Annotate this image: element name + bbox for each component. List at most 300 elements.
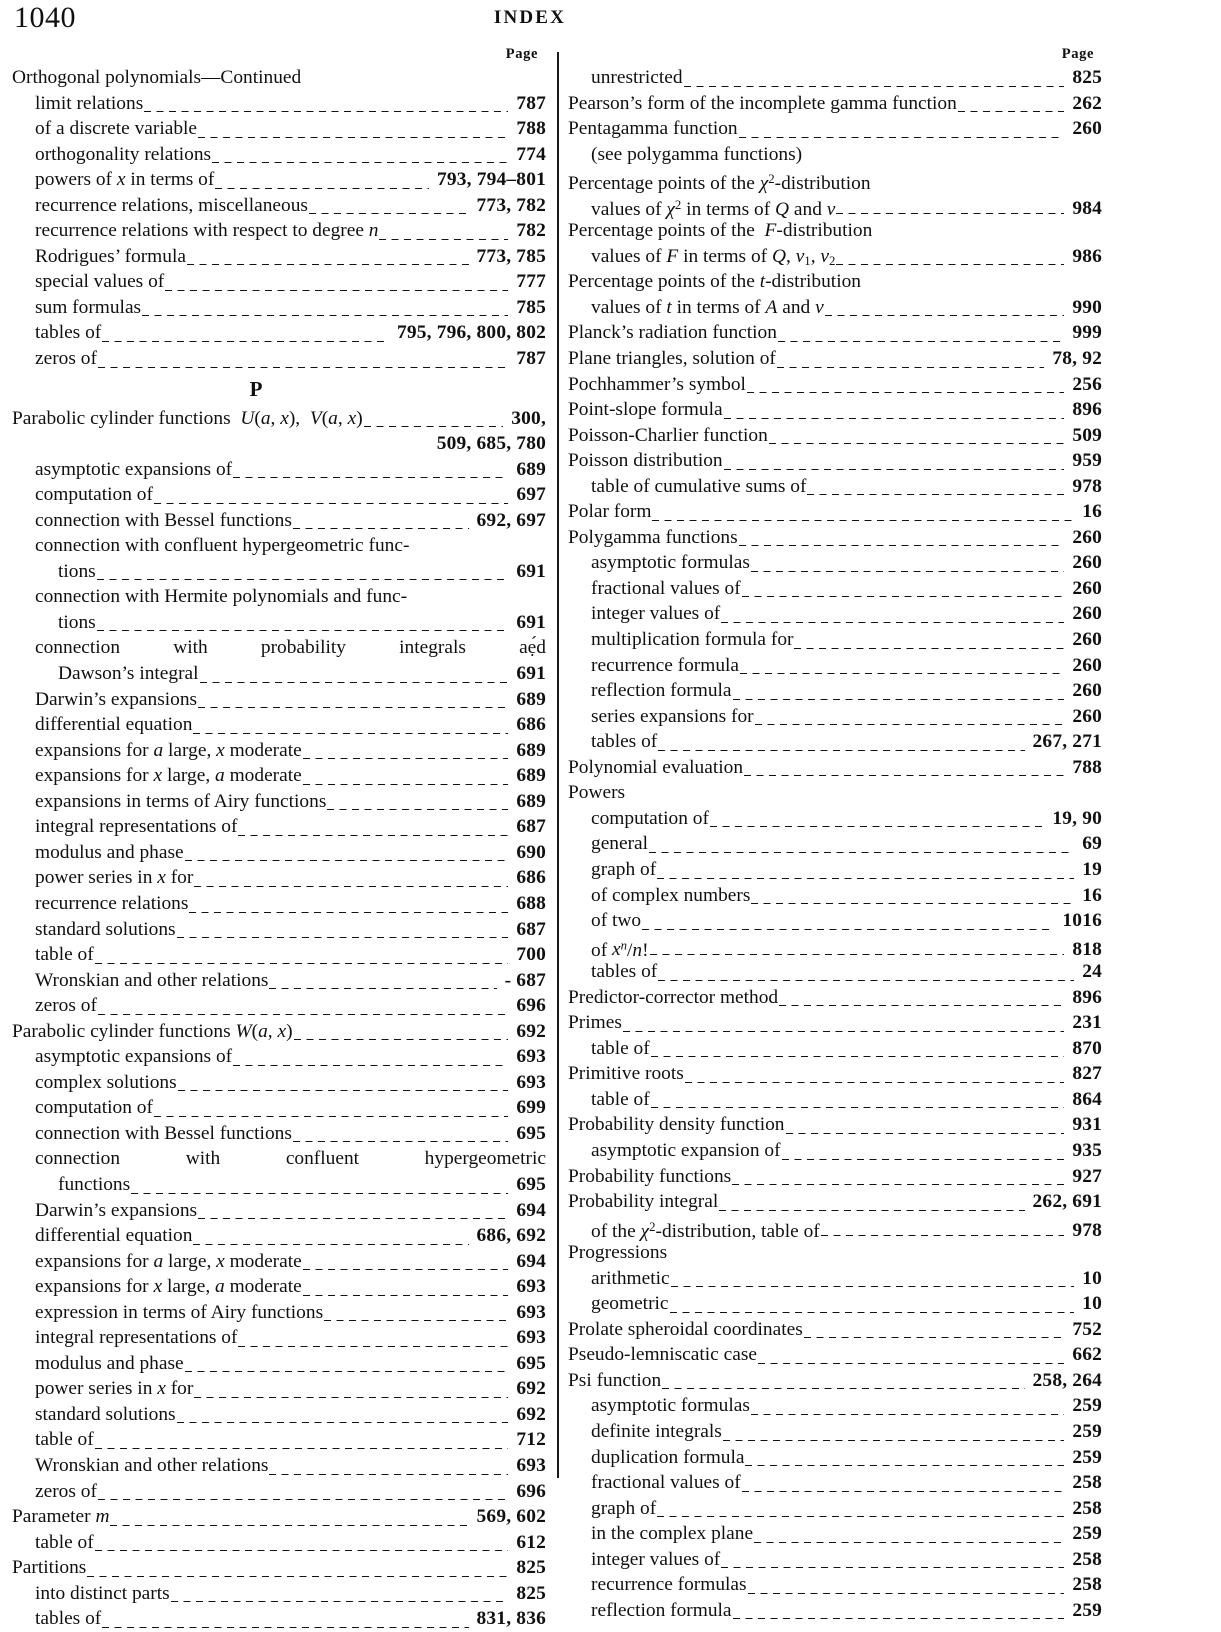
dot-leader: [194, 1397, 508, 1398]
dot-leader: [189, 912, 508, 913]
index-entry-pages: 10: [1082, 1293, 1102, 1315]
index-entry-pages: 959: [1072, 450, 1102, 472]
index-entry: [12, 1504, 546, 1530]
index-entry: [12, 1453, 546, 1479]
index-entry: [12, 269, 546, 295]
index-entry-label: Percentage points of the $\chi^2$-distribution: [568, 172, 871, 194]
index-entry-label: Wronskian and other relations: [35, 1454, 269, 1476]
dot-leader: [212, 162, 508, 163]
index-entry-label: table of cumulative sums of: [591, 475, 807, 497]
index-entry-label: standard solutions: [35, 1403, 176, 1425]
index-entry-pages: 773, 782: [476, 194, 546, 216]
index-entry-pages: 896: [1072, 986, 1102, 1008]
index-entry-pages: 694: [516, 1199, 546, 1221]
dot-leader: [779, 1005, 1064, 1006]
dot-leader: [778, 341, 1064, 342]
index-entry: [568, 1189, 1102, 1215]
index-entry-pages: 787: [516, 348, 546, 370]
page-column-label-left: Page: [505, 46, 538, 62]
index-entry: [568, 959, 1102, 985]
index-entry-pages: 1016: [1062, 910, 1102, 932]
index-entry: [568, 883, 1102, 909]
index-entry-label: tables of: [591, 961, 658, 983]
index-entry-pages: 690: [516, 841, 546, 863]
dot-leader: [269, 1474, 508, 1475]
dot-leader: [733, 1618, 1065, 1619]
index-entry-label: zeros of: [35, 1480, 97, 1502]
dot-leader: [87, 1576, 508, 1577]
dot-leader: [671, 1286, 1075, 1287]
dot-leader: [97, 630, 509, 631]
index-entry-label: computation of: [35, 1097, 153, 1119]
index-entry-pages: 825: [516, 1557, 546, 1579]
index-entry-pages: 300,: [511, 407, 546, 429]
dot-leader: [623, 1031, 1064, 1032]
running-head: [0, 0, 1221, 40]
index-entry: [12, 942, 546, 968]
index-entry-label: connection with Hermite polynomials and func-: [35, 586, 408, 608]
index-entry-label: Wronskian and other relations: [35, 969, 269, 991]
index-entry-pages: 689: [516, 458, 546, 480]
dot-leader: [651, 1056, 1065, 1057]
index-entry: [12, 1300, 546, 1326]
index-entry-label: geometric: [591, 1293, 669, 1315]
dot-leader: [739, 545, 1065, 546]
dot-leader: [740, 673, 1064, 674]
index-entry-label: Pearson’s form of the incomplete gamma function: [568, 92, 957, 114]
dot-leader: [804, 1337, 1065, 1338]
index-entry: [568, 1572, 1102, 1598]
index-entry-label: recurrence relations with respect to degree n: [35, 220, 379, 242]
index-entry-pages: 262: [1072, 92, 1102, 114]
index-entry-pages: 984: [1072, 198, 1102, 220]
index-entry: [568, 525, 1102, 551]
dot-leader: [324, 1320, 508, 1321]
index-entry-label: Parabolic cylinder functions U(a, x), V(a, x): [12, 407, 363, 429]
index-entry-heading: [568, 269, 1102, 295]
index-entry: [568, 116, 1102, 142]
index-entry-pages: 258: [1072, 1497, 1102, 1519]
dot-leader: [165, 290, 508, 291]
index-entry-pages: 935: [1072, 1139, 1102, 1161]
index-entry-label: asymptotic formulas: [591, 552, 750, 574]
dot-leader: [710, 826, 1044, 827]
index-entry-label: integer values of: [591, 603, 721, 625]
index-entry-label: Percentage points of the t-distribution: [568, 271, 861, 293]
index-entry: [568, 1010, 1102, 1036]
dot-leader: [744, 775, 1064, 776]
index-entry: [568, 755, 1102, 781]
dot-leader: [652, 520, 1074, 521]
index-entry: [568, 1138, 1102, 1164]
index-entry-label: table of: [35, 1531, 94, 1553]
index-entry-label: modulus and phase: [35, 841, 184, 863]
dot-leader: [651, 1107, 1065, 1108]
dot-leader: [177, 1422, 509, 1423]
dot-leader: [110, 1525, 468, 1526]
index-entry-pages: 687: [516, 918, 546, 940]
dot-leader: [650, 954, 1065, 955]
index-entry: [568, 601, 1102, 627]
index-entry: [12, 218, 546, 244]
index-entry-heading: [568, 218, 1102, 244]
index-entry: [568, 1521, 1102, 1547]
index-entry: [568, 550, 1102, 576]
dot-leader: [327, 809, 508, 810]
dot-leader: [739, 137, 1065, 138]
index-entry-label: Parabolic cylinder functions W(a, x): [12, 1020, 293, 1042]
index-entry: [12, 1555, 546, 1581]
dot-leader: [102, 341, 389, 342]
index-entry-label: Powers: [568, 782, 626, 804]
index-entry-label: Psi function: [568, 1369, 662, 1391]
index-entry-pages: 259: [1072, 1599, 1102, 1621]
index-entry: [568, 295, 1102, 321]
index-entry-label: values of $\chi^2$ in terms of Q and ν: [591, 197, 836, 220]
index-entry-pages: 693: [516, 1276, 546, 1298]
index-entry-pages: 686: [516, 867, 546, 889]
index-entry-label: duplication formula: [591, 1446, 745, 1468]
dot-leader: [185, 1371, 509, 1372]
index-entry-pages: 509: [1072, 424, 1102, 446]
index-entry-pages: 16: [1082, 884, 1102, 906]
index-entry-label: graph of: [591, 858, 657, 880]
dot-leader: [685, 1082, 1065, 1083]
index-entry-pages: 689: [516, 688, 546, 710]
index-entry-label: Plane triangles, solution of: [568, 348, 776, 370]
dot-leader: [142, 315, 508, 316]
dot-leader: [777, 367, 1044, 368]
index-entry: [12, 1223, 546, 1249]
dot-leader: [724, 469, 1065, 470]
dot-leader: [98, 367, 508, 368]
index-entry-pages: 693: [516, 1454, 546, 1476]
dot-leader: [187, 264, 469, 265]
index-entry-pages: 691: [516, 663, 546, 685]
dot-leader: [193, 733, 508, 734]
index-entry-label: special values of: [35, 271, 165, 293]
index-entry-pages: 260: [1072, 603, 1102, 625]
index-entry-label: Probability density function: [568, 1114, 785, 1136]
index-entry: [12, 993, 546, 1019]
index-entry-label: standard solutions: [35, 918, 176, 940]
index-entry-pages: 693: [516, 1327, 546, 1349]
dot-leader: [97, 579, 509, 580]
index-entry: [568, 831, 1102, 857]
index-entry-label: Pseudo-lemniscatic case: [568, 1344, 757, 1366]
index-entry-pages: 260: [1072, 680, 1102, 702]
index-entry-pages: 774: [516, 143, 546, 165]
dot-leader: [657, 878, 1074, 879]
index-entry-label: Rodrigues’ formula: [35, 245, 186, 267]
index-entry-label: tables of: [591, 731, 658, 753]
index-entry-pages: 693: [516, 1046, 546, 1068]
index-entry-label: modulus and phase: [35, 1352, 184, 1374]
dot-leader: [293, 1141, 508, 1142]
index-entry-pages: 699: [516, 1097, 546, 1119]
index-entry-pages: 752: [1072, 1318, 1102, 1340]
index-entry-pages: 688: [516, 892, 546, 914]
index-entry-label: integer values of: [591, 1548, 721, 1570]
index-entry: [568, 499, 1102, 525]
index-entry-label: of complex numbers: [591, 884, 751, 906]
index-entry-pages: 231: [1072, 1012, 1102, 1034]
index-entry-pages: 687: [516, 816, 546, 838]
index-entry-label: Darwin’s expansions: [35, 1199, 198, 1221]
index-entry-pages: 818: [1072, 939, 1102, 961]
index-entry: [568, 1470, 1102, 1496]
index-entry-label: tions: [58, 560, 96, 582]
dot-leader: [238, 835, 508, 836]
dot-leader: [721, 1567, 1064, 1568]
index-entry-heading: [568, 142, 1102, 168]
index-entry: [12, 1198, 546, 1224]
index-entry: [12, 687, 546, 713]
index-entry: [12, 814, 546, 840]
index-entry-heading: [568, 167, 1102, 193]
index-entry: [12, 1402, 546, 1428]
index-entry-heading: [12, 533, 546, 559]
index-entry-pages: 931: [1072, 1114, 1102, 1136]
index-entry: [12, 244, 546, 270]
index-entry-label: asymptotic expansions of: [35, 1046, 233, 1068]
index-entry-label: of a discrete variable: [35, 118, 198, 140]
index-entry-pages: 694: [516, 1250, 546, 1272]
index-entry-pages: 258: [1072, 1472, 1102, 1494]
index-entry-label: Poisson-Charlier function: [568, 424, 768, 446]
index-entry-label: Darwin’s expansions: [35, 688, 198, 710]
index-entry-pages: 260: [1072, 654, 1102, 676]
dot-leader: [293, 528, 469, 529]
index-entry-pages: 825: [516, 1582, 546, 1604]
dot-leader: [649, 852, 1074, 853]
dot-leader: [95, 963, 509, 964]
index-entry: [568, 704, 1102, 730]
index-entry: [568, 1061, 1102, 1087]
index-entry: [12, 457, 546, 483]
index-entry-label: power series in x for: [35, 867, 194, 889]
index-entry-label: Parameter m: [12, 1506, 110, 1528]
index-entry-label: series expansions for: [591, 705, 754, 727]
index-entry-label: zeros of: [35, 995, 97, 1017]
index-entry: [12, 789, 546, 815]
index-entry-pages: 693: [516, 1301, 546, 1323]
dot-leader: [657, 1516, 1064, 1517]
index-entry-label: connection with probability integrals aẹ́d: [35, 637, 546, 659]
index-entry-pages: 927: [1072, 1165, 1102, 1187]
running-head-title: INDEX: [493, 7, 567, 28]
index-entry-label: powers of x in terms of: [35, 169, 215, 191]
index-entry-pages: 69: [1082, 833, 1102, 855]
dot-leader: [748, 1593, 1065, 1594]
index-entry-label: connection with Bessel functions: [35, 1122, 292, 1144]
index-entry: [12, 295, 546, 321]
index-entry-runover: [12, 1146, 546, 1172]
index-entry-label: orthogonality relations: [35, 143, 212, 165]
index-entry-pages: 695: [516, 1352, 546, 1374]
index-entry: [568, 1215, 1102, 1241]
index-entry-label: Polygamma functions: [568, 526, 738, 548]
index-entry: [12, 661, 546, 687]
index-entry-pages: 689: [516, 790, 546, 812]
dot-leader: [733, 699, 1065, 700]
index-entry-label: expansions for a large, x moderate: [35, 739, 302, 761]
index-entry-label: recurrence formula: [591, 654, 740, 676]
index-entry: [12, 1249, 546, 1275]
index-entry-pages: 696: [516, 995, 546, 1017]
index-entry-label: zeros of: [35, 348, 97, 370]
index-entry-label: Predictor-corrector method: [568, 986, 779, 1008]
dot-leader: [303, 758, 509, 759]
index-entry-pages: 777: [516, 271, 546, 293]
index-entry: [12, 1325, 546, 1351]
index-entry: [12, 1121, 546, 1147]
index-entry-pages: 256: [1072, 373, 1102, 395]
index-entry: [12, 167, 546, 193]
page-column-label-right: Page: [1061, 46, 1094, 62]
index-entry: [12, 482, 546, 508]
dot-leader: [755, 724, 1065, 725]
index-entry-label: values of t in terms of A and ν: [591, 296, 824, 318]
index-entry-pages: 712: [516, 1429, 546, 1451]
index-entry: [12, 320, 546, 346]
dot-leader: [177, 937, 509, 938]
dot-leader: [198, 1218, 508, 1219]
dot-leader: [233, 477, 508, 478]
index-entry-pages: 692, 697: [476, 509, 546, 531]
index-entry: [568, 346, 1102, 372]
index-entry: [12, 763, 546, 789]
index-entry-label: Orthogonal polynomials—Continued: [12, 67, 302, 88]
dot-leader: [154, 503, 508, 504]
index-entry: [568, 193, 1102, 219]
index-entry-pages: 795, 796, 800, 802: [396, 322, 546, 344]
index-entry-label: complex solutions: [35, 1071, 177, 1093]
index-entry: [12, 1376, 546, 1402]
dot-leader: [721, 622, 1064, 623]
index-entry: [12, 1095, 546, 1121]
dot-leader: [98, 1014, 508, 1015]
dot-leader: [684, 86, 1065, 87]
index-entry-pages: 999: [1072, 322, 1102, 344]
dot-leader: [658, 750, 1024, 751]
index-entry-label: table of: [591, 1037, 650, 1059]
index-entry-pages: 689: [516, 739, 546, 761]
index-entry-pages: 260: [1072, 577, 1102, 599]
index-entry: [568, 1164, 1102, 1190]
index-entry-pages: 662: [1072, 1344, 1102, 1366]
index-entry-pages: 870: [1072, 1037, 1102, 1059]
dot-leader: [754, 1542, 1064, 1543]
index-entry: [12, 1351, 546, 1377]
index-entry: [568, 1112, 1102, 1138]
index-entry-label: expansions in terms of Airy functions: [35, 790, 327, 812]
index-entry: [12, 738, 546, 764]
index-entry-label: Primes: [568, 1012, 622, 1034]
index-entry-pages: 827: [1072, 1063, 1102, 1085]
index-entry: [568, 1368, 1102, 1394]
index-entry-list-left: [12, 65, 546, 1632]
index-entry-label: connection with confluent hypergeometric func-: [35, 535, 410, 557]
index-entry: [568, 985, 1102, 1011]
index-entry-label: functions: [58, 1173, 131, 1195]
index-entry-label: limit relations: [35, 92, 144, 114]
index-entry-pages: 793, 794–801: [436, 169, 546, 191]
index-entry-pages: 258: [1072, 1574, 1102, 1596]
dot-leader: [185, 860, 509, 861]
index-entry-pages: 612: [516, 1531, 546, 1553]
index-entry: [12, 142, 546, 168]
index-entry-label: differential equation: [35, 714, 193, 736]
index-entry-pages: 864: [1072, 1088, 1102, 1110]
index-entry-pages: 896: [1072, 399, 1102, 421]
index-entry-label: recurrence formulas: [591, 1574, 747, 1596]
index-entry-label: table of: [35, 944, 94, 966]
index-entry-label: Dawson’s integral: [58, 663, 199, 685]
index-entry: [12, 91, 546, 117]
index-entry-pages: 78, 92: [1052, 348, 1102, 370]
index-entry: [568, 1547, 1102, 1573]
index-entry-pages: 258, 264: [1032, 1369, 1102, 1391]
index-entry-pages: 260: [1072, 118, 1102, 140]
index-entry-pages: 259: [1072, 1420, 1102, 1442]
index-entry-label: of the $\chi^2$-distribution, table of: [591, 1219, 820, 1242]
index-entry: [12, 1427, 546, 1453]
index-entry: [568, 934, 1102, 960]
index-entry: [568, 1317, 1102, 1343]
index-entry-pages: 693: [516, 1071, 546, 1093]
index-entry-pages: 787: [516, 92, 546, 114]
dot-leader: [102, 1627, 468, 1628]
index-entry-pages: 773, 785: [476, 245, 546, 267]
index-entry-pages: 986: [1072, 245, 1102, 267]
dot-leader: [658, 980, 1074, 981]
index-entry-label: Probability integral: [568, 1191, 719, 1213]
index-entry-pages: 16: [1082, 501, 1102, 523]
dot-leader: [742, 596, 1065, 597]
column-divider: [557, 52, 559, 1478]
index-entry-pages: 691: [516, 611, 546, 633]
dot-leader: [194, 886, 508, 887]
index-entry: [12, 610, 546, 636]
dot-leader: [747, 392, 1064, 393]
index-entry-label: fractional values of: [591, 1472, 741, 1494]
index-entry: [12, 406, 546, 432]
dot-leader: [807, 494, 1064, 495]
dot-leader: [723, 1440, 1064, 1441]
index-entry-pages: 259: [1072, 1395, 1102, 1417]
index-entry-label: expansions for a large, x moderate: [35, 1250, 302, 1272]
index-entry: [568, 372, 1102, 398]
index-entry-pages: 260: [1072, 552, 1102, 574]
index-entry-pages: 695: [516, 1122, 546, 1144]
index-entry: [568, 91, 1102, 117]
index-entry-pages: 700: [516, 944, 546, 966]
dot-leader: [751, 1414, 1064, 1415]
dot-leader: [836, 213, 1064, 214]
dot-leader: [198, 137, 508, 138]
index-entry-pages: 686, 692: [476, 1225, 546, 1247]
index-entry: [568, 653, 1102, 679]
index-entry: [568, 1291, 1102, 1317]
index-entry: [12, 1172, 546, 1198]
index-entry-pages: 569, 602: [476, 1506, 546, 1528]
index-entry-pages: 260: [1072, 526, 1102, 548]
index-entry: [568, 1342, 1102, 1368]
index-entry: [568, 806, 1102, 832]
index-entry-pages: 785: [516, 296, 546, 318]
dot-leader: [751, 571, 1064, 572]
